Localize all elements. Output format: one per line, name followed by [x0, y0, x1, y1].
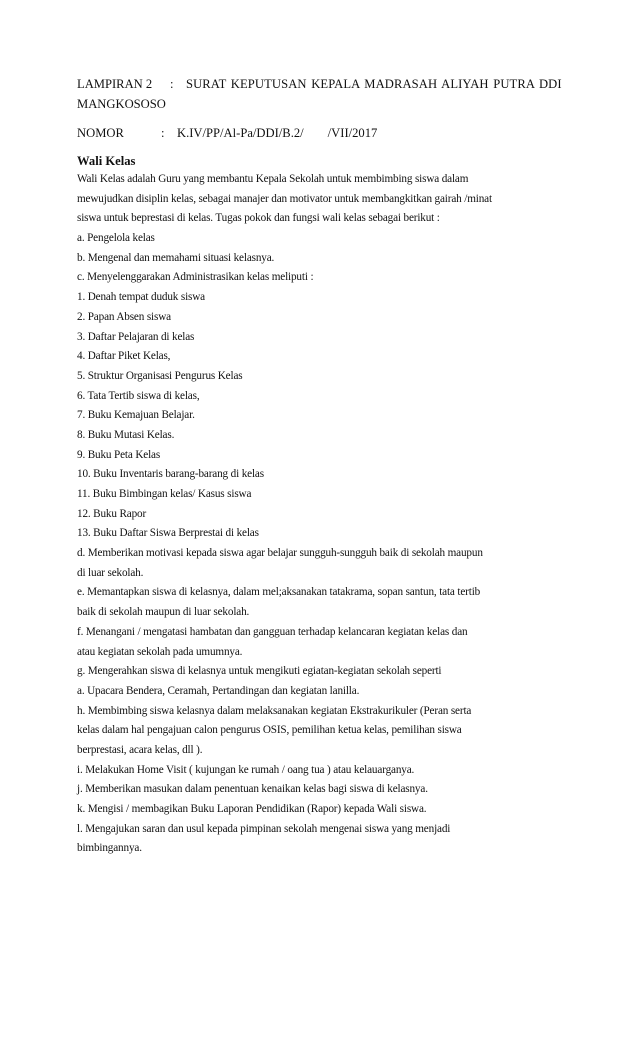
- text-line: kelas dalam hal pengajuan calon pengurus OSIS, pemilihan ketua kelas, pemilihan siswa: [77, 724, 462, 737]
- text-line: 12. Buku Rapor: [77, 507, 147, 520]
- text-line: e. Memantapkan siswa di kelasnya, dalam mel;aksanakan tatakrama, sopan santun, tata tertib: [77, 586, 481, 599]
- text-line: atau kegiatan sekolah pada umumnya.: [77, 645, 243, 658]
- nomor-label: NOMOR: [77, 126, 124, 140]
- text-line: f. Menangani / mengatasi hambatan dan gangguan terhadap kelancaran kegiatan kelas dan: [77, 625, 468, 638]
- text-line: a. Pengelola kelas: [77, 232, 155, 245]
- lampiran-line-continuation: [77, 94, 166, 114]
- text-line: 10. Buku Inventaris barang-barang di kelas: [77, 468, 264, 481]
- text-line: d. Memberikan motivasi kepada siswa agar belajar sungguh-sungguh baik di sekolah maupun: [77, 547, 483, 560]
- text-line: b. Mengenal dan memahami situasi kelasnya.: [77, 251, 275, 264]
- lampiran-label: LAMPIRAN 2: [77, 77, 153, 91]
- text-line: 2. Papan Absen siswa: [77, 310, 171, 323]
- text-line: mewujudkan disiplin kelas, sebagai manajer dan motivator untuk membangkitkan gairah /minat: [77, 192, 492, 205]
- text-line: bimbingannya.: [77, 842, 142, 855]
- text-line: 4. Daftar Piket Kelas,: [77, 350, 171, 363]
- text-line: c. Menyelenggarakan Administrasikan kelas meliputi :: [77, 271, 314, 284]
- nomor-line: [77, 123, 377, 143]
- text-line: i. Melakukan Home Visit ( kujungan ke rumah / oang tua ) atau kelauarganya.: [77, 763, 415, 776]
- text-line: 1. Denah tempat duduk siswa: [77, 291, 205, 304]
- text-line: 3. Daftar Pelajaran di kelas: [77, 330, 195, 343]
- body-text: [77, 170, 597, 859]
- text-line: 13. Buku Daftar Siswa Berprestai di kelas: [77, 527, 259, 540]
- text-line: Wali Kelas adalah Guru yang membantu Kepala Sekolah untuk membimbing siswa dalam: [77, 173, 469, 185]
- text-line: 5. Struktur Organisasi Pengurus Kelas: [77, 369, 243, 382]
- text-line: h. Membimbing siswa kelasnya dalam melaksanakan kegiatan Ekstrakurikuler (Peran serta: [77, 704, 472, 717]
- text-line: k. Mengisi / membagikan Buku Laporan Pendidikan (Rapor) kepada Wali siswa.: [77, 803, 427, 815]
- text-line: g. Mengerahkan siswa di kelasnya untuk mengikuti egiatan-kegiatan sekolah seperti: [77, 665, 442, 678]
- lampiran-colon: :: [170, 77, 174, 91]
- section-title: Wali Kelas: [77, 154, 136, 168]
- nomor-colon: :: [161, 126, 165, 140]
- nomor-suffix: /VII/2017: [327, 126, 378, 140]
- text-line: 9. Buku Peta Kelas: [77, 448, 161, 461]
- lampiran-value: SURAT KEPUTUSAN KEPALA MADRASAH ALIYAH PUTRA DDI: [186, 77, 562, 91]
- text-line: a. Upacara Bendera, Ceramah, Pertandingan dan kegiatan lanilla.: [77, 684, 360, 697]
- text-line: 8. Buku Mutasi Kelas.: [77, 428, 175, 441]
- text-line: baik di sekolah maupun di luar sekolah.: [77, 606, 250, 619]
- text-line: 7. Buku Kemajuan Belajar.: [77, 409, 195, 422]
- nomor-value: K.IV/PP/Al-Pa/DDI/B.2/: [177, 126, 304, 140]
- lampiran-value-continuation: MANGKOSOSO: [77, 97, 166, 111]
- text-line: 11. Buku Bimbingan kelas/ Kasus siswa: [77, 488, 252, 500]
- lampiran-line: [77, 74, 562, 94]
- text-line: berprestasi, acara kelas, dll ).: [77, 743, 203, 756]
- text-line: l. Mengajukan saran dan usul kepada pimpinan sekolah mengenai siswa yang menjadi: [77, 822, 451, 835]
- text-line: j. Memberikan masukan dalam penentuan kenaikan kelas bagi siswa di kelasnya.: [77, 783, 428, 796]
- text-line: siswa untuk beprestasi di kelas. Tugas pokok dan fungsi wali kelas sebagai berikut :: [77, 212, 440, 225]
- text-line: di luar sekolah.: [77, 566, 144, 579]
- text-line: 6. Tata Tertib siswa di kelas,: [77, 389, 200, 402]
